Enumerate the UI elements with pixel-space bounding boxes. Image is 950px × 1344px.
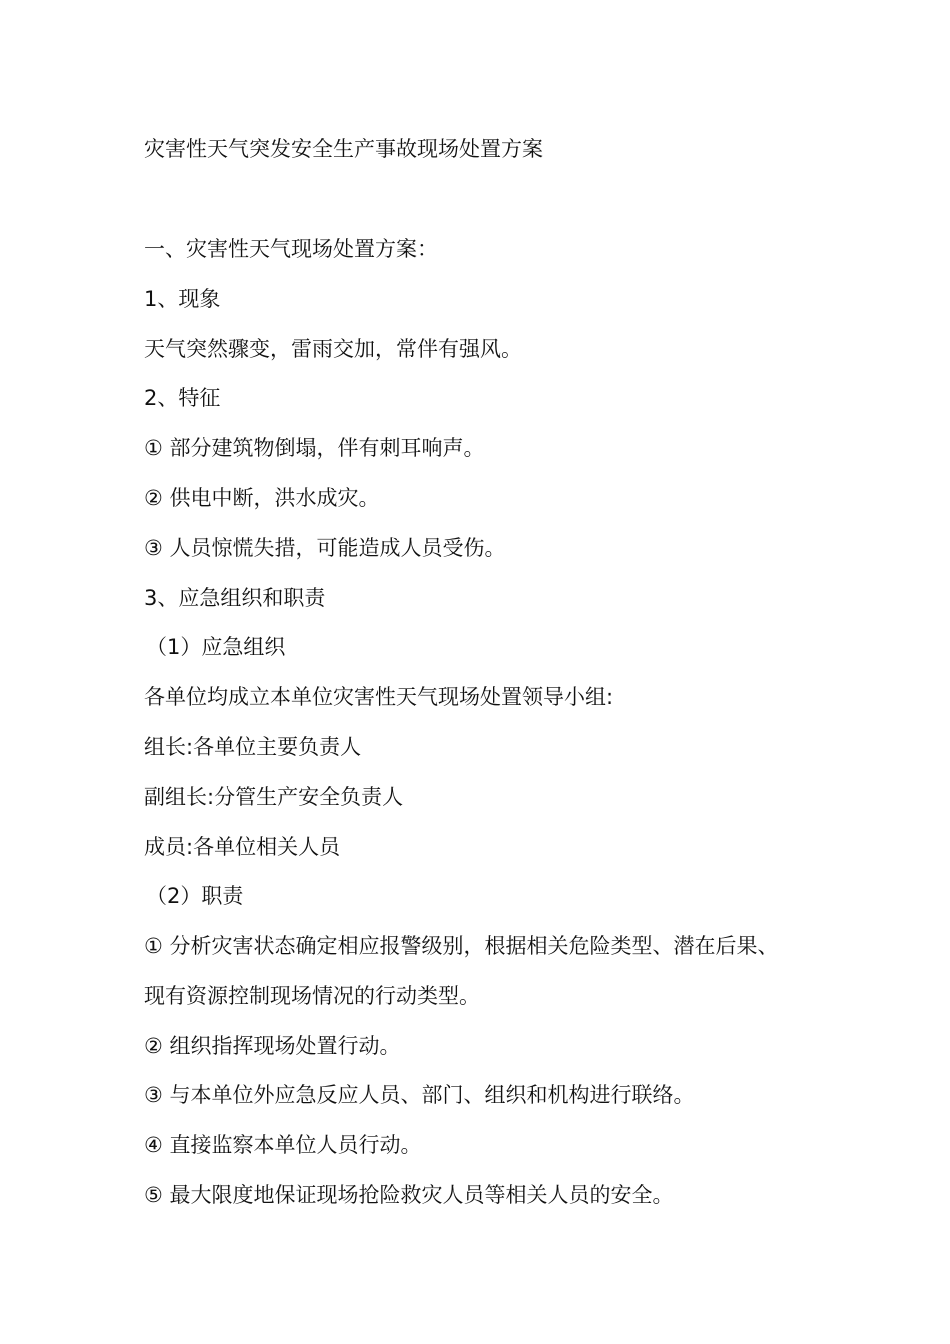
list-item-continuation: 现有资源控制现场情况的行动类型。 bbox=[144, 984, 480, 1008]
paragraph: 副组长:分管生产安全负责人 bbox=[144, 785, 404, 809]
list-item: ① 部分建筑物倒塌，伴有刺耳响声。 bbox=[144, 436, 485, 460]
subsection-heading: 2、特征 bbox=[144, 386, 221, 410]
paragraph: 组长:各单位主要负责人 bbox=[144, 735, 362, 759]
list-item: ④ 直接监察本单位人员行动。 bbox=[144, 1133, 422, 1157]
paragraph: 各单位均成立本单位灾害性天气现场处置领导小组: bbox=[144, 685, 614, 709]
document-title: 灾害性天气突发安全生产事故现场处置方案 bbox=[144, 137, 543, 161]
list-item: ② 供电中断，洪水成灾。 bbox=[144, 486, 380, 510]
list-item: ③ 与本单位外应急反应人员、部门、组织和机构进行联络。 bbox=[144, 1083, 695, 1107]
section-heading: 一、灾害性天气现场处置方案： bbox=[144, 237, 438, 261]
paragraph: 成员:各单位相关人员 bbox=[144, 835, 341, 859]
list-item: ② 组织指挥现场处置行动。 bbox=[144, 1034, 401, 1058]
sub-subsection-heading: （1）应急组织 bbox=[146, 635, 286, 659]
list-item: ③ 人员惊慌失措，可能造成人员受伤。 bbox=[144, 536, 506, 560]
subsection-heading: 3、应急组织和职责 bbox=[144, 586, 326, 610]
list-item: ① 分析灾害状态确定相应报警级别，根据相关危险类型、潜在后果、 bbox=[144, 934, 779, 958]
subsection-heading: 1、现象 bbox=[144, 287, 221, 311]
list-item: ⑤ 最大限度地保证现场抢险救灾人员等相关人员的安全。 bbox=[144, 1183, 674, 1207]
sub-subsection-heading: （2）职责 bbox=[146, 884, 244, 908]
paragraph: 天气突然骤变，雷雨交加，常伴有强风。 bbox=[144, 337, 522, 361]
